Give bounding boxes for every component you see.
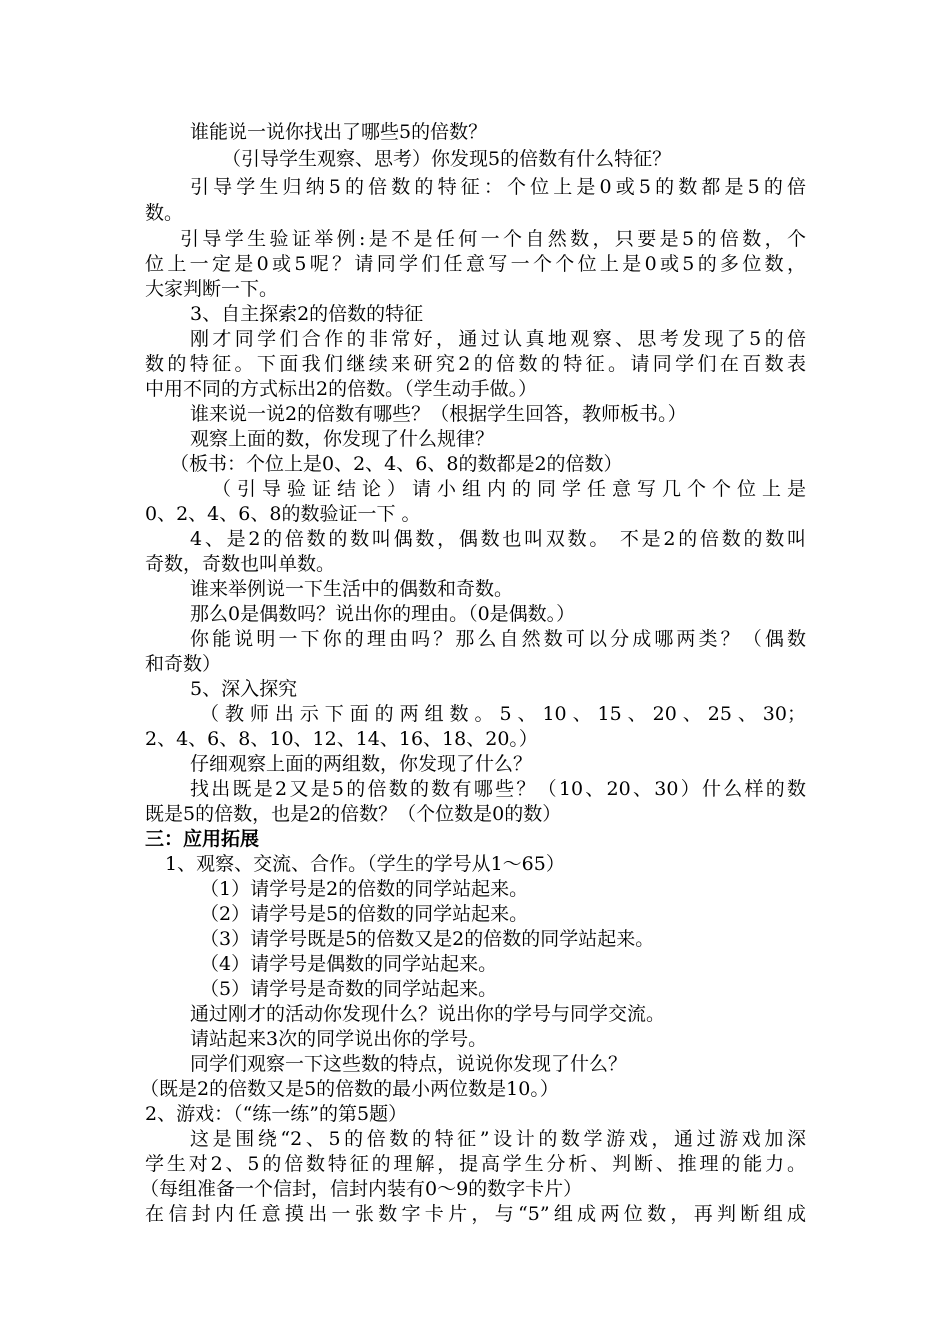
text-line: 谁能说一说你找出了哪些5的倍数？ (190, 121, 488, 143)
text-line: 中用不同的方式标出2的倍数。（学生动手做。） (145, 378, 538, 400)
text-line: 既是5的倍数，也是2的倍数？（个位数是0的数） (145, 803, 562, 825)
text-line: 2、4、6、8、10、12、14、16、18、20。） (145, 728, 538, 750)
text-line: 1、观察、交流、合作。（学生的学号从1～65） (165, 853, 565, 875)
text-line: 观察上面的数，你发现了什么规律？ (190, 428, 495, 450)
text-line: 请站起来3次的同学说出你的学号。 (190, 1028, 488, 1050)
text-line: 0、2、4、6、8的数验证一下 。 (145, 503, 421, 525)
text-line: 找出既是2又是5的倍数的数有哪些？（10、20、30）什么样的数 (190, 778, 806, 800)
text-line: 这是围绕“2、5的倍数的特征”设计的数学游戏，通过游戏加深 (190, 1128, 806, 1150)
text-line: （引导学生观察、思考）你发现5的倍数有什么特征？ (222, 148, 672, 170)
list-item: （1）请学号是2的倍数的同学站起来。 (200, 878, 529, 900)
text-line: 大家判断一下。 (145, 278, 279, 300)
list-item: （2）请学号是5的倍数的同学站起来。 (200, 903, 529, 925)
text-line: 数的特征。下面我们继续来研究2的倍数的特征。请同学们在百数表 (145, 353, 806, 375)
list-item: （5）请学号是奇数的同学站起来。 (200, 978, 498, 1000)
list-item: （4）请学号是偶数的同学站起来。 (200, 953, 498, 975)
text-line: 谁来举例说一下生活中的偶数和奇数。 (190, 578, 514, 600)
text-line: （教师出示下面的两组数。5、10、15、20、25、30； (200, 703, 806, 725)
text-line: 引导学生归纳5的倍数的特征：个位上是0或5的数都是5的倍 (190, 176, 806, 198)
text-line: 引导学生验证举例:是不是任何一个自然数，只要是5的倍数，个 (180, 228, 806, 250)
text-line: 学生对2、5的倍数特征的理解，提高学生分析、判断、推理的能力。 (145, 1153, 806, 1175)
part-heading: 三：应用拓展 (145, 828, 260, 850)
section-heading: 5、深入探究 (190, 678, 298, 700)
text-line: 你能说明一下你的理由吗？那么自然数可以分成哪两类？（偶数 (190, 628, 806, 650)
text-line: 通过刚才的活动你发现什么？说出你的学号与同学交流。 (190, 1003, 666, 1025)
text-line: 4、是2的倍数的数叫偶数，偶数也叫双数。 不是2的倍数的数叫 (190, 528, 806, 550)
text-line: 在信封内任意摸出一张数字卡片，与“5”组成两位数，再判断组成 (145, 1203, 806, 1225)
list-item: （3）请学号既是5的倍数又是2的倍数的同学站起来。 (200, 928, 655, 950)
section-heading: 3、自主探索2的倍数的特征 (190, 303, 424, 325)
text-line: 同学们观察一下这些数的特点，说说你发现了什么？ (190, 1053, 628, 1075)
text-line: 和奇数） (145, 653, 222, 675)
text-line: 数。 (145, 202, 184, 224)
text-line: 奇数，奇数也叫单数。 (145, 553, 336, 575)
text-line: 仔细观察上面的两组数，你发现了什么？ (190, 753, 533, 775)
text-line: （板书：个位上是0、2、4、6、8的数都是2的倍数） (170, 453, 623, 475)
text-line: （既是2的倍数又是5的倍数的最小两位数是10。） (140, 1078, 559, 1100)
text-line: 位上一定是0或5呢？请同学们任意写一个个位上是0或5的多位数， (145, 253, 806, 275)
text-line: 刚才同学们合作的非常好，通过认真地观察、思考发现了5的倍 (190, 328, 806, 350)
text-line: 那么0是偶数吗？说出你的理由。（0是偶数。） (190, 603, 576, 625)
text-line: （引导验证结论）请小组内的同学任意写几个个位上是 (212, 478, 806, 500)
text-line: 2、游戏：（“练一练”的第5题） (145, 1103, 408, 1125)
text-line: （每组准备一个信封，信封内装有0～9的数字卡片） (140, 1178, 583, 1200)
text-line: 谁来说一说2的倍数有哪些？（根据学生回答，教师板书。） (190, 403, 687, 425)
